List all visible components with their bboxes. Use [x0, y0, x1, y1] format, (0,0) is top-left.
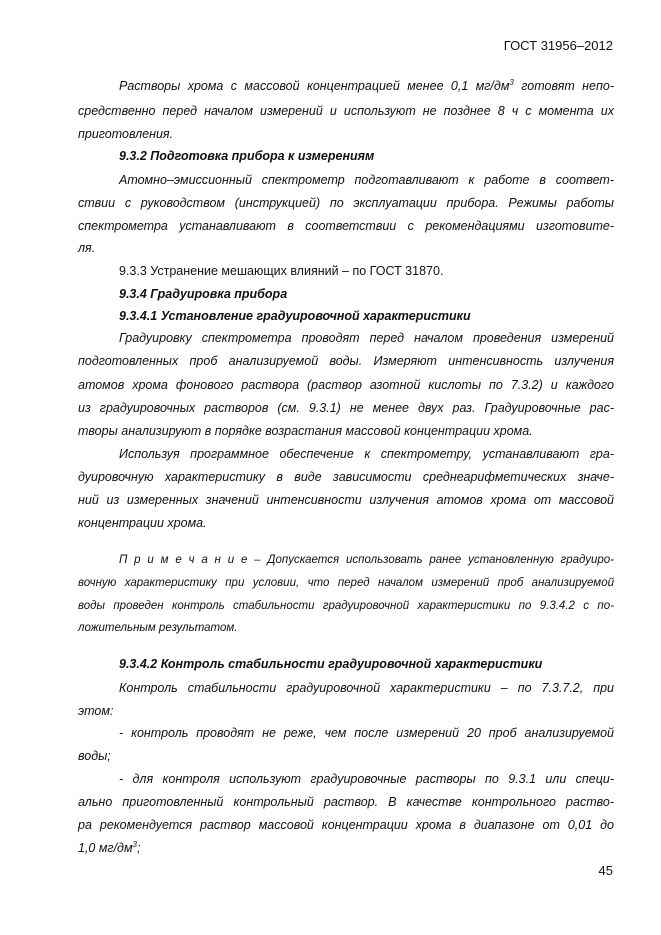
para-3-line: Градуировку спектрометра проводят перед началом проведения измерений	[119, 331, 614, 345]
para-4-line: концентрации хрома.	[78, 516, 207, 530]
list-item-2-line: ра рекомендуется раствор массовой концентрации хрома в диапазоне от 0,01 до	[78, 818, 614, 832]
para-4-line: дуировочную характеристику в виде зависимости среднеарифметических значе-	[78, 470, 614, 484]
para-1-line: приготовления.	[78, 127, 174, 141]
heading-9-3-4-1-line: 9.3.4.1 Установление градуировочной характеристики	[119, 309, 471, 323]
page-header: ГОСТ 31956–2012	[503, 38, 613, 53]
list-item-2-line: - для контроля используют градуировочные растворы по 9.3.1 или специ-	[119, 772, 614, 786]
para-2-line: Атомно–эмиссионный спектрометр подготавливают к работе в соответ-	[119, 173, 614, 187]
para-4-line: ний из измеренных значений интенсивности излучения атомов хрома от массовой	[78, 493, 614, 507]
note-line: ложительным результатом.	[78, 622, 238, 634]
note-line: вочную характеристику при условии, что перед началом измерений проб анализируемой	[78, 577, 614, 589]
note-line: воды проведен контроль стабильности градуировочной характеристики по 9.3.4.2 с по-	[78, 600, 614, 612]
list-item-1-line: - контроль проводят не реже, чем после измерений 20 проб анализируемой	[119, 726, 614, 740]
item-9-3-3-line: 9.3.3 Устранение мешающих влияний – по ГОСТ 31870.	[119, 264, 444, 278]
para-2-line: ствии с руководством (инструкцией) по эксплуатации прибора. Режимы работы	[78, 196, 614, 210]
para-3-line: из градуировочных растворов (см. 9.3.1) не менее двух раз. Градуировочные рас-	[78, 401, 614, 415]
note-line: П р и м е ч а н и е – Допускается использовать ранее установленную градуиро-	[119, 554, 614, 566]
para-1-line: средственно перед началом измерений и используют не позднее 8 ч с момента их	[78, 104, 614, 118]
para-1-line: Растворы хрома с массовой концентрацией менее 0,1 $мг/дм^3$ готовят непо-	[119, 78, 615, 93]
para-3-line: творы анализируют в порядке возрастания массовой концентрации хрома.	[78, 424, 533, 438]
para-2-line: спектрометра устанавливают в соответствии с рекомендациями изготовите-	[78, 219, 614, 233]
page-number: 45	[598, 863, 613, 878]
para-3-line: атомов хрома фонового раствора (раствор азотной кислоты по 7.3.2) и каждого	[78, 378, 614, 392]
list-item-1-line: воды;	[78, 749, 111, 763]
heading-9-3-4-2-line: 9.3.4.2 Контроль стабильности градуировочной характеристики	[119, 657, 543, 671]
para-4-line: Используя программное обеспечение к спектрометру, устанавливают гра-	[119, 447, 614, 461]
heading-9-3-2-line: 9.3.2 Подготовка прибора к измерениям	[119, 149, 375, 163]
para-2-line: ля.	[78, 241, 96, 255]
list-item-2-line: 1,0 $мг/дм^3$;	[78, 840, 141, 855]
para-3-line: подготовленных проб анализируемой воды. Измеряют интенсивность излучения	[78, 354, 614, 368]
para-5-line: этом:	[78, 704, 114, 718]
list-item-2-line: ально приготовленный контрольный раствор. В качестве контрольного раство-	[78, 795, 614, 809]
para-5-line: Контроль стабильности градуировочной характеристики – по 7.3.7.2, при	[119, 681, 614, 695]
heading-9-3-4-line: 9.3.4 Градуировка прибора	[119, 287, 288, 301]
